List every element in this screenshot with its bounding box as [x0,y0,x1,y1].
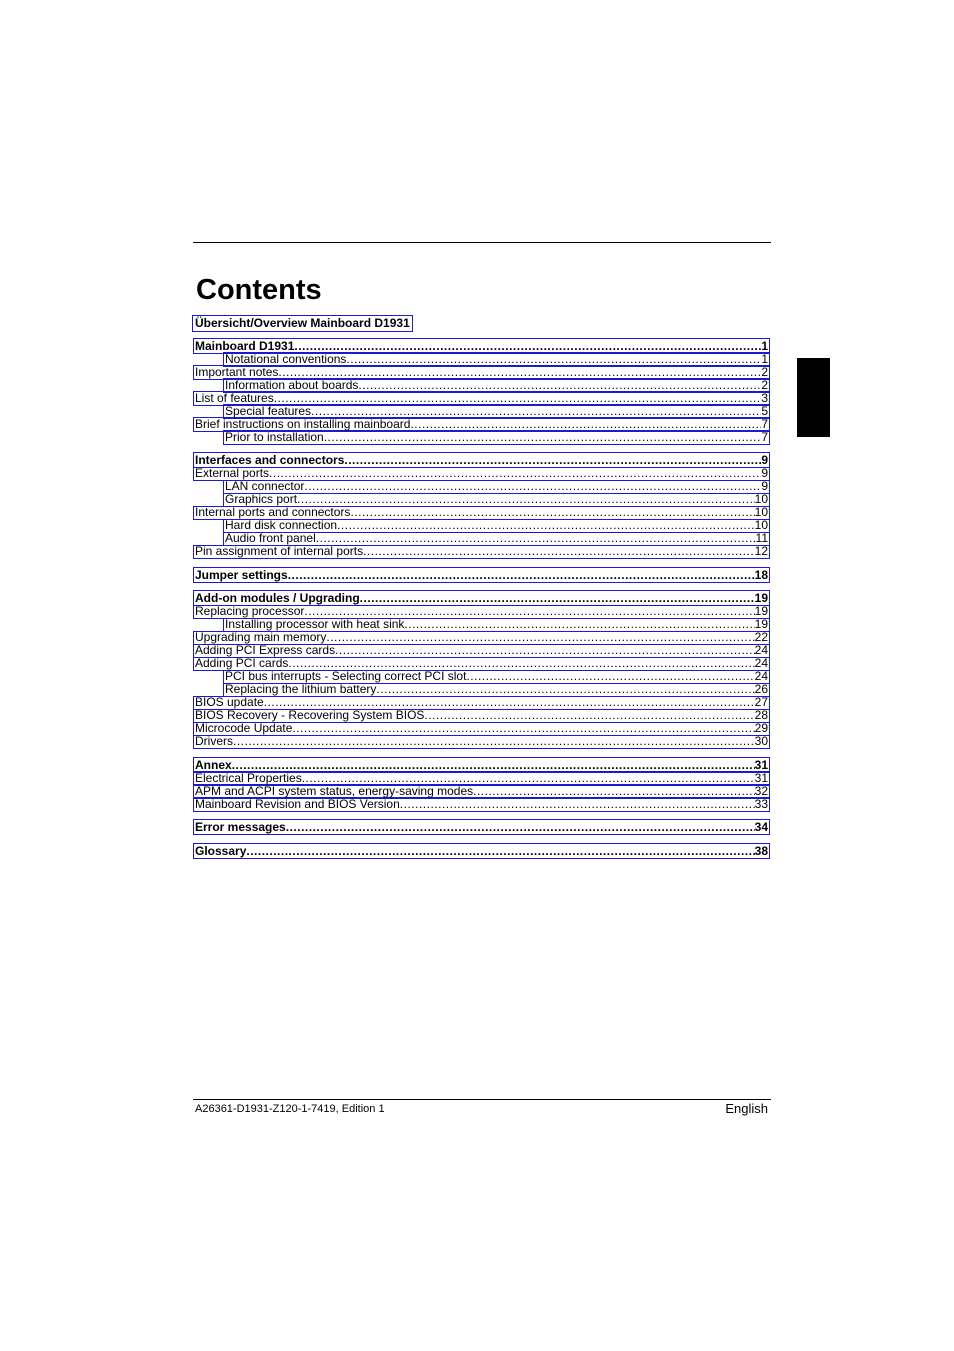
toc-entry[interactable] [223,618,770,633]
dot-leader [358,379,761,392]
toc-chapter-entry[interactable] [193,757,770,773]
bottom-rule [193,1099,771,1100]
toc-entry-title: Adding PCI Express cards [195,643,336,657]
dot-leader [466,670,754,683]
toc-entry-page: 34 [754,820,768,834]
toc-entry-title: Glossary [195,843,247,858]
toc-entry-page: 24 [754,669,768,683]
toc-entry-title: LAN connector [225,479,305,493]
toc-chapter-entry[interactable] [193,338,770,354]
toc-entry-title: Brief instructions on installing mainboard [195,417,411,431]
toc-group [193,567,770,583]
dot-leader [233,735,755,748]
toc-entry-title: Jumper settings [195,567,288,582]
dot-leader [410,418,761,431]
dot-leader [400,798,755,811]
toc-entry-page: 18 [754,567,768,582]
toc-entry-title: Internal ports and connectors [195,505,351,519]
toc-entry-title: Special features [225,404,312,418]
toc-entry-title: Interfaces and connectors [195,453,345,467]
toc-chapter-entry[interactable] [193,590,770,606]
dot-leader [404,618,754,631]
toc-entry-page: 27 [754,695,768,709]
toc-entry-page: 22 [754,630,768,644]
toc-entry-title: Important notes [195,365,279,379]
toc-entry-title: Audio front panel [225,531,316,545]
toc-entry-page: 24 [754,656,768,670]
toc-entry-page: 19 [754,604,768,618]
toc-entry[interactable] [193,545,770,560]
toc-entry-title: Replacing processor [195,604,305,618]
toc-entry-page: 5 [761,404,768,418]
dot-leader [324,431,762,444]
toc-entry-page: 19 [754,617,768,631]
dot-leader [288,657,754,670]
toc-entry-title: Information about boards [225,378,359,392]
toc-group [193,843,770,859]
toc-entry[interactable] [193,722,770,737]
toc-entry-page: 10 [754,518,768,532]
toc-entry[interactable] [193,467,770,482]
dot-leader [292,722,754,735]
toc-entry-title: BIOS Recovery - Recovering System BIOS [195,708,425,722]
toc-entry-page: 3 [761,391,768,405]
toc-entry[interactable] [223,480,770,495]
toc-entry-page: 9 [761,453,768,467]
toc-entry[interactable] [223,670,770,685]
toc-entry-title: Annex [195,757,232,772]
toc-entry[interactable] [193,391,770,406]
toc-entry[interactable] [193,417,770,432]
toc-entry[interactable] [193,365,770,380]
toc-entry-title: Error messages [195,820,286,834]
dot-leader [337,519,755,532]
toc-chapter-entry[interactable] [193,843,770,859]
dot-leader [274,392,762,405]
overview-link[interactable]: Übersicht/Overview Mainboard D1931 [192,315,413,332]
toc-entry-title: PCI bus interrupts - Selecting correct PCI slot [225,669,467,683]
toc-entry[interactable] [223,404,770,419]
thumb-tab [797,358,830,437]
dot-leader [286,821,755,834]
dot-leader [424,709,754,722]
toc-entry-page: 1 [761,352,768,366]
dot-leader [302,772,755,785]
toc-entry[interactable] [193,709,770,724]
toc-entry-page: 28 [754,708,768,722]
footer-doc-number: A26361-D1931-Z120-1-7419, Edition 1 [195,1103,385,1115]
dot-leader [304,480,761,493]
toc-entry[interactable] [193,784,770,799]
toc-entry-page: 9 [761,479,768,493]
toc-entry-title: Microcode Update [195,721,293,735]
dot-leader [335,644,755,657]
dot-leader [232,759,755,772]
dot-leader [316,532,756,545]
dot-leader [246,845,754,858]
footer-language: English [725,1101,768,1116]
toc-entry-page: 2 [761,378,768,392]
toc-entry-page: 26 [754,682,768,696]
toc-entry-title: Adding PCI cards [195,656,289,670]
toc-entry[interactable] [193,631,770,646]
toc-entry-page: 1 [761,338,768,353]
toc-entry[interactable] [223,378,770,393]
toc-entry-page: 7 [761,417,768,431]
toc-entry-title: Mainboard D1931 [195,338,295,353]
toc-entry-page: 10 [754,492,768,506]
toc-entry[interactable] [223,430,770,445]
toc-entry-title: External ports [195,466,270,480]
dot-leader [294,340,761,353]
toc-entry-page: 32 [754,784,768,798]
toc-entry-page: 29 [754,721,768,735]
dot-leader [473,785,755,798]
toc-entry[interactable] [193,506,770,521]
toc-entry[interactable] [223,683,770,698]
toc-entry-title: APM and ACPI system status, energy-saving modes [195,784,474,798]
toc-group [193,757,770,812]
dot-leader [311,405,761,418]
toc-entry-title: Graphics port [225,492,298,506]
toc-entry[interactable] [193,771,770,786]
page-title: Contents [196,274,322,306]
toc-entry-page: 10 [754,505,768,519]
dot-leader [304,605,754,618]
toc-entry-title: Replacing the lithium battery [225,682,377,696]
dot-leader [297,493,755,506]
toc-entry[interactable] [193,735,770,750]
toc-entry-page: 30 [754,734,768,748]
toc-entry-title: Electrical Properties [195,771,302,785]
toc-entry-title: Notational conventions [225,352,347,366]
dot-leader [288,569,755,582]
toc-chapter-entry[interactable] [193,567,770,583]
toc-entry[interactable] [223,519,770,534]
toc-entry-title: BIOS update [195,695,264,709]
dot-leader [346,353,761,366]
toc-entry-page: 2 [761,365,768,379]
toc-entry-page: 9 [761,466,768,480]
toc-entry-page: 11 [755,531,768,545]
toc-entry-page: 38 [754,843,768,858]
toc-entry[interactable] [193,657,770,672]
toc-entry-title: Prior to installation [225,430,324,444]
dot-leader [376,683,754,696]
toc-entry[interactable] [223,493,770,508]
toc-entry-title: Hard disk connection [225,518,338,532]
dot-leader [363,545,755,558]
toc-entry-page: 12 [754,544,768,558]
toc-entry-title: Upgrading main memory [195,630,327,644]
toc-chapter-entry[interactable] [193,452,770,468]
toc-entry-title: Pin assignment of internal ports [195,544,364,558]
toc-entry-page: 19 [754,591,768,605]
toc-entry-title: Drivers [195,734,233,748]
dot-leader [269,467,761,480]
toc-entry-page: 33 [754,797,768,811]
dot-leader [326,631,754,644]
toc-entry[interactable] [193,605,770,620]
toc-entry-title: Mainboard Revision and BIOS Version [195,797,400,811]
dot-leader [278,366,761,379]
toc-entry-title: Add-on modules / Upgrading [195,591,360,605]
toc-entry[interactable] [193,797,770,812]
toc-entry-title: Installing processor with heat sink [225,617,405,631]
dot-leader [344,454,761,467]
toc-entry-title: List of features [195,391,274,405]
toc-entry-page: 7 [761,430,768,444]
toc-group [193,819,770,835]
toc-entry[interactable] [223,532,770,547]
toc-entry[interactable] [193,696,770,711]
toc-group [193,452,770,559]
toc-group [193,590,770,749]
toc-entry-page: 24 [754,643,768,657]
toc-entry[interactable] [193,644,770,659]
toc-entry-page: 31 [754,757,768,772]
toc-entry[interactable] [223,352,770,367]
dot-leader [360,592,755,605]
toc-entry-page: 31 [754,771,768,785]
top-rule [193,242,771,243]
table-of-contents [193,339,770,868]
dot-leader [264,696,755,709]
dot-leader [350,506,754,519]
toc-chapter-entry[interactable] [193,819,770,835]
toc-group [193,338,770,445]
